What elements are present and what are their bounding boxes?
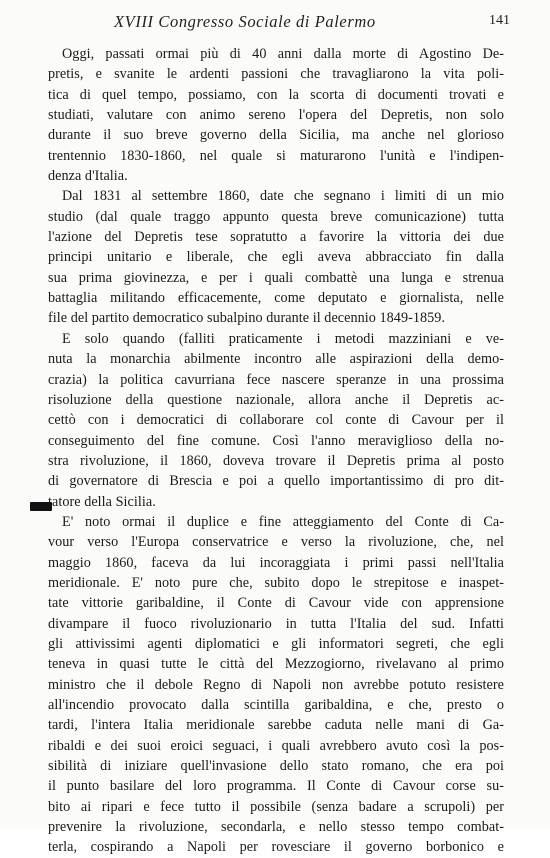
text-line: E' noto ormai il duplice e fine atteggiamento del Conte di Ca- (62, 513, 504, 530)
running-header (44, 12, 510, 36)
text-line: E solo quando (falliti praticamente i metodi mazziniani e ve- (62, 330, 504, 347)
text-line: risoluzione della questione nazionale, allora anche il Depretis ac- (48, 391, 504, 408)
text-line: Dal 1831 al settembre 1860, date che segnano i limiti di un mio (62, 188, 504, 205)
text-line: il punto basilare del loro programma. Il Conte di Cavour corse su- (48, 778, 504, 795)
paragraph (48, 512, 504, 858)
text-line: file del partito democratico subalpino durante il decennio 1849-1859. (48, 310, 446, 327)
text-line: vour verso l'Europa conservatrice e verso la rivoluzione, che, nel (48, 534, 504, 551)
paragraph (48, 186, 504, 328)
text-line: conseguimento del fine comune. Così l'anno meraviglioso della no- (48, 432, 504, 449)
text-line: l'azione del Depretis tese sopratutto a favorire la vittoria dei due (48, 229, 504, 246)
text-line: cettò con i democratici di collaborare col conte di Cavour per il (48, 412, 504, 429)
text-line: tatore della Sicilia. (48, 493, 156, 510)
text-line: pretis, e svanite le ardenti passioni che travagliarono la vita poli- (48, 66, 504, 83)
text-line: bito ai ripari e fece tutto il possibile (senza badare a scrupoli) per (48, 798, 504, 815)
text-line: principi unitario e liberale, che egli aveva abbracciato fin dalla (48, 249, 504, 266)
text-line: divampare il fuoco rivoluzionario in tutta l'Italia del sud. Infatti (48, 615, 504, 632)
text-line: studiati, valutare con animo sereno l'opera del Depretis, non solo (48, 107, 504, 124)
paragraph (48, 44, 504, 186)
text-line: prevenire la rivoluzione, secondarla, e nello stesso tempo combat- (48, 819, 504, 836)
header-title: XVIII Congresso Sociale di Palermo (114, 12, 376, 31)
text-line: sibilità di iniziare quell'invasione dello stato romano, che era poi (48, 758, 504, 775)
text-line: all'incendio provocato dalla scintilla garibaldina, e che, presto o (48, 697, 504, 713)
body-text (48, 44, 504, 858)
text-line: sua prima giovinezza, e per i quali combattè una lunga e strenua (48, 269, 504, 286)
page-number: 141 (489, 13, 510, 28)
text-line: tardi, l'intera Italia meridionale sarebbe caduta nelle mani di Ga- (48, 717, 504, 734)
text-line: teneva in quasi tutte le città del Mezzogiorno, rivelavano al primo (48, 656, 504, 673)
text-line: nuta la monarchia abilmente incontro alle aspirazioni della demo- (48, 351, 504, 368)
text-line: gli attivissimi agenti diplomatici e gli informatori segreti, che egli (48, 635, 504, 652)
text-line: Oggi, passati ormai più di 40 anni dalla morte di Agostino De- (62, 46, 504, 62)
paragraph (48, 329, 504, 512)
text-line: denza d'Italia. (48, 168, 128, 185)
text-line: meridionale. E' noto pure che, subito dopo le strepitose e inaspet- (48, 574, 504, 591)
text-line: tate vittorie garibaldine, il Conte di Cavour vide con apprensione (48, 595, 504, 612)
text-line: di governatore di Brescia e poi a quello importantissimo di pro dit- (48, 473, 504, 490)
text-line: ribaldi e dei suoi eroici seguaci, i quali avrebbero avuto così la pos- (48, 737, 504, 754)
text-line: terla, cospirando a Napoli per rovesciare il governo borbonico e (48, 839, 504, 856)
text-line: ministro che il debole Regno di Napoli non avrebbe potuto resistere (48, 676, 504, 693)
text-line: battaglia militando efficacemente, come deputato e giornalista, nelle (48, 290, 504, 307)
text-line: crazia) la politica cavurriana fece nascere speranze in una prossima (48, 371, 504, 388)
text-line: tica di quel tempo, possiamo, con la scorta di documenti trovati e (48, 86, 504, 103)
text-line: trentennio 1830-1860, nel quale si maturarono l'unità e l'indipen- (48, 147, 504, 164)
text-line: durante il suo breve governo della Sicilia, ma anche nel glorioso (48, 127, 504, 144)
text-line: stra rivoluzione, il 1860, doveva trovare il Depretis prima al posto (48, 452, 504, 469)
text-line: maggio 1860, faceva da lui incoraggiata i primi passi nell'Italia (48, 554, 504, 571)
text-line: studio (dal quale traggo appunto questa breve comunicazione) tutta (48, 208, 504, 225)
